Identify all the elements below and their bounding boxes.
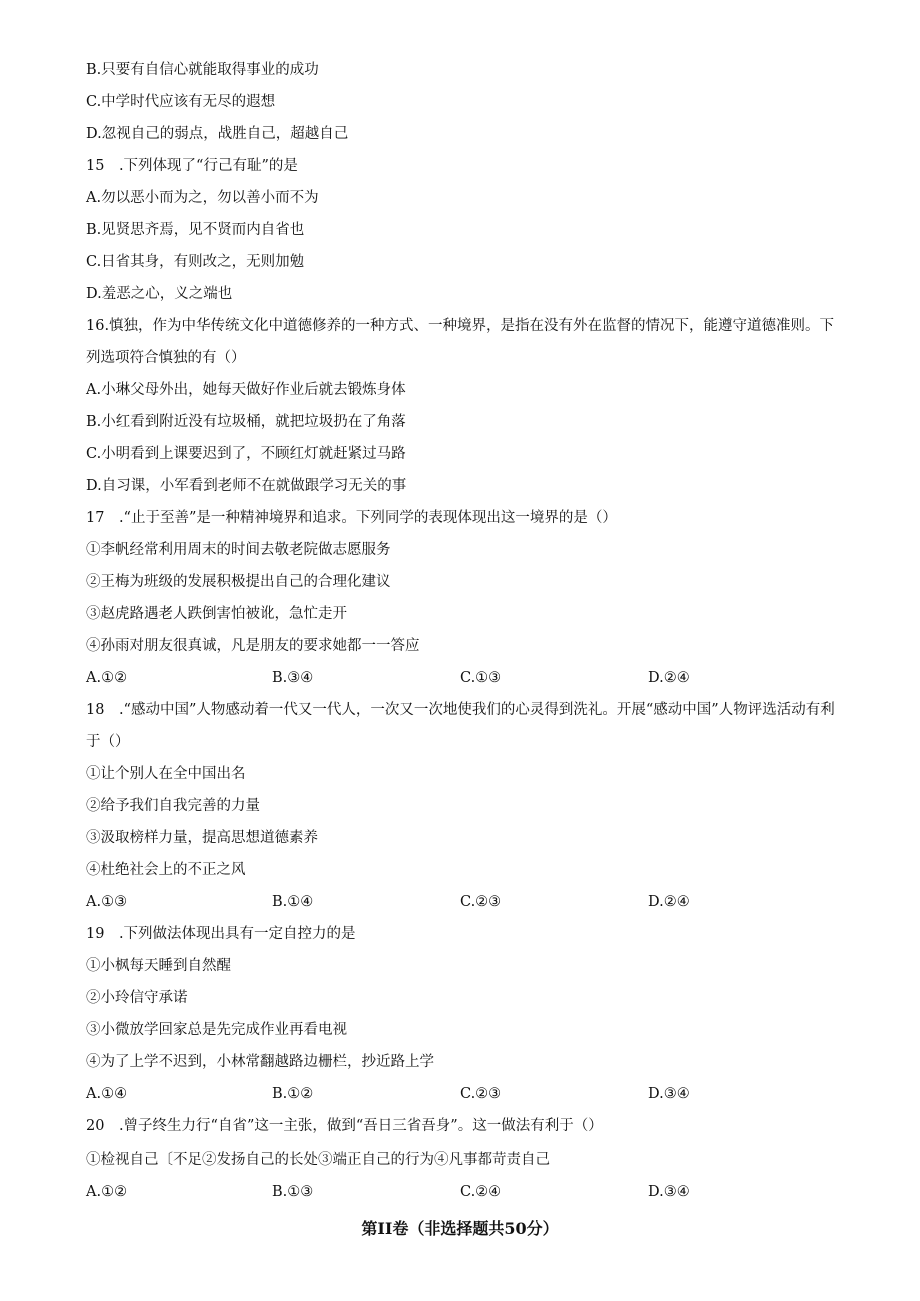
q19-choice-a: A.①④ xyxy=(86,1086,128,1102)
q15-option-b: B.见贤思齐焉，见不贤而内自省也 xyxy=(86,222,305,238)
q18-item-1: ①让个别人在全中国出名 xyxy=(86,766,246,782)
q15-option-c: C.日省其身，有则改之，无则加勉 xyxy=(86,254,305,270)
q16-option-a: A.小琳父母外出，她每天做好作业后就去锻炼身体 xyxy=(86,382,406,398)
q17-choice-c: C.①③ xyxy=(460,670,502,686)
q16-option-d: D.自习课，小军看到老师不在就做跟学习无关的事 xyxy=(86,478,407,494)
q19-choices xyxy=(86,1084,846,1104)
q17-item-2: ②王梅为班级的发展积极提出自己的合理化建议 xyxy=(86,574,391,590)
q19-item-2: ②小玲信守承诺 xyxy=(86,990,188,1006)
q18-item-4: ④杜绝社会上的不正之风 xyxy=(86,862,246,878)
q17-choice-d: D.②④ xyxy=(648,670,690,686)
q18-choice-d: D.②④ xyxy=(648,894,690,910)
q17-item-1: ①李帆经常利用周末的时间去敬老院做志愿服务 xyxy=(86,542,391,558)
q16-option-c: C.小明看到上课要迟到了，不顾红灯就赶紧过马路 xyxy=(86,446,406,462)
q17-item-3: ③赵虎路遇老人跌倒害怕被讹，急忙走开 xyxy=(86,606,347,622)
q14-option-d: D.忽视自己的弱点，战胜自己，超越自己 xyxy=(86,126,349,142)
q20-choice-b: B.①③ xyxy=(272,1184,314,1200)
q17-choice-a: A.①② xyxy=(86,670,128,686)
q15-stem: 15 .下列体现了“行己有耻”的是 xyxy=(86,158,298,174)
q19-choice-d: D.③④ xyxy=(648,1086,690,1102)
q19-choice-c: C.②③ xyxy=(460,1086,502,1102)
q19-item-3: ③小微放学回家总是先完成作业再看电视 xyxy=(86,1022,347,1038)
q20-choices xyxy=(86,1182,846,1202)
q18-choice-b: B.①④ xyxy=(272,894,314,910)
q19-item-4: ④为了上学不迟到，小林常翻越路边栅栏，抄近路上学 xyxy=(86,1054,434,1070)
q19-choice-b: B.①② xyxy=(272,1086,314,1102)
q15-option-a: A.勿以恶小而为之，勿以善小而不为 xyxy=(86,190,319,206)
q15-option-d: D.羞恶之心，义之端也 xyxy=(86,286,233,302)
q18-item-3: ③汲取榜样力量，提高思想道德素养 xyxy=(86,830,318,846)
q18-choice-c: C.②③ xyxy=(460,894,502,910)
q17-choices xyxy=(86,668,846,688)
q14-option-c: C.中学时代应该有无尽的遐想 xyxy=(86,94,276,110)
q19-item-1: ①小枫每天睡到自然醒 xyxy=(86,958,231,974)
q17-choice-b: B.③④ xyxy=(272,670,314,686)
q18-stem: 18 .“感动中国”人物感动着一代又一代人，一次又一次地使我们的心灵得到洗礼。开展“感动中国”人物评选活动有利于（） xyxy=(86,702,835,750)
q16-option-b: B.小红看到附近没有垃圾桶，就把垃圾扔在了角落 xyxy=(86,414,406,430)
section-2-title: 第II卷（非选择题共50分） xyxy=(361,1219,559,1238)
q17-stem: 17 .“止于至善”是一种精神境界和追求。下列同学的表现体现出这一境界的是（） xyxy=(86,510,617,526)
q20-stem: 20 .曾子终生力行“自省”这一主张，做到“吾日三省吾身”。这一做法有利于（） xyxy=(86,1118,603,1134)
q20-choice-d: D.③④ xyxy=(648,1184,690,1200)
q17-item-4: ④孙雨对朋友很真诚，凡是朋友的要求她都一一答应 xyxy=(86,638,420,654)
q20-items: ①检视自己〔不足②发扬自己的长处③端正自己的行为④凡事都苛责自己 xyxy=(86,1152,550,1168)
q14-option-b: B.只要有自信心就能取得事业的成功 xyxy=(86,62,319,78)
q18-item-2: ②给予我们自我完善的力量 xyxy=(86,798,260,814)
q18-choices xyxy=(86,892,846,912)
q20-choice-c: C.②④ xyxy=(460,1184,502,1200)
q16-stem: 16.慎独，作为中华传统文化中道德修养的一种方式、一种境界，是指在没有外在监督的情况下，能遵守道德准则。下列选项符合慎独的有（） xyxy=(86,318,835,366)
q20-choice-a: A.①② xyxy=(86,1184,128,1200)
q19-stem: 19 .下列做法体现出具有一定自控力的是 xyxy=(86,926,356,942)
q18-choice-a: A.①③ xyxy=(86,894,128,910)
